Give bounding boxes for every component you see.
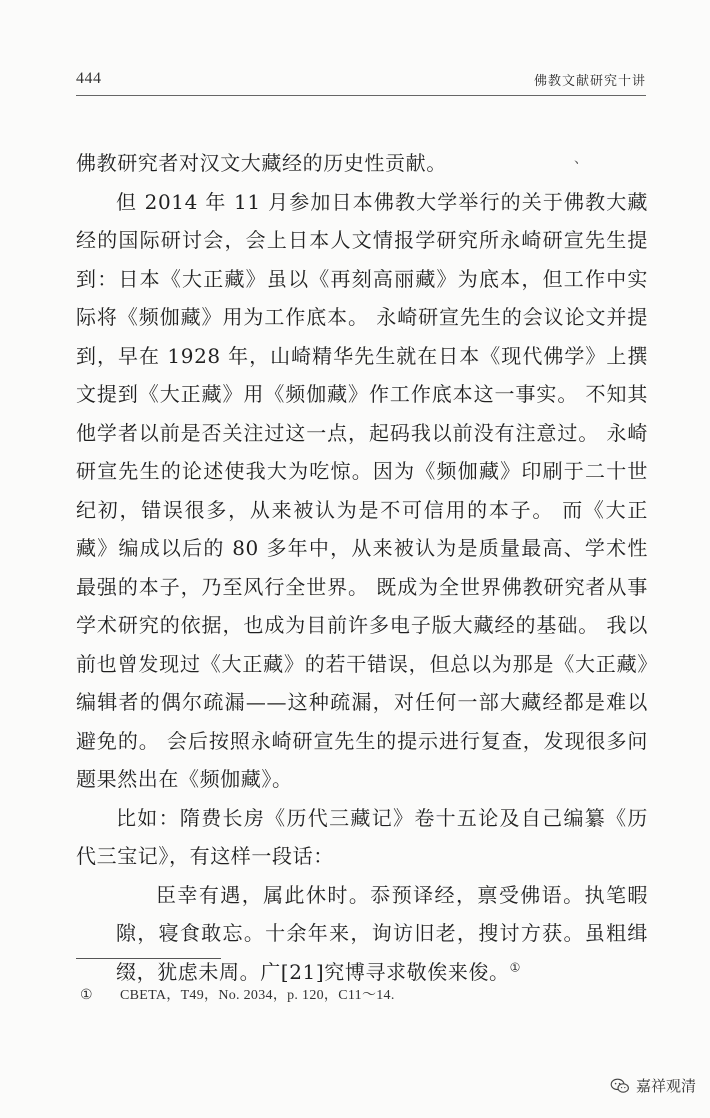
body-text [76, 144, 648, 991]
wechat-icon [610, 1078, 630, 1094]
paragraph-example: 比如：隋费长房《历代三藏记》卷十五论及自己编纂《历代三宝记》，有这样一段话： [76, 805, 648, 868]
page-header [76, 68, 646, 96]
stray-mark: 、 [574, 151, 588, 167]
page-number: 444 [76, 70, 102, 87]
header-rule [76, 95, 646, 96]
watermark [610, 1075, 696, 1096]
footnote-text: CBETA，T49，No. 2034，p. 120，C11～14. [120, 988, 395, 1003]
footnote-reference[interactable]: ① [509, 959, 522, 974]
paragraph-main: 但 2014 年 11 月参加日本佛教大学举行的关于佛教大藏经的国际研讨会，会上日本人文情报学研究所永崎研宣先生提到：日本《大正藏》虽以《再刻高丽藏》为底本，但工作中实际将《频伽藏》用为工作底本。 永崎研宣先生的会议论文并提到，早在 1928 年，山崎精华先生就在日本《现代佛学》上撰文提到《大正藏》用《频伽藏》作工作底本这一事实。 不知其他学者以前是否关注过这一点，起码我以前没有注意过。 永崎研宣先生的论述使我大为吃惊。因为《频伽藏》印刷于二十世纪初，错误很多，从来被认为是不可信用的本子。 而《大正藏》编成以后的 80 多年中，从来被认为是质量最高、学术性最强的本子，乃至风行全世界。 既成为全世界佛教研究者从事学术研究的依据，也成为目前许多电子版大藏经的基础。 我以前也曾发现过《大正藏》的若干错误，但总以为那是《大正藏》编辑者的偶尔疏漏——这种疏漏，对任何一部大藏经都是难以避免的。 会后按照永崎研宣先生的提示进行复查，发现很多问题果然出在《频伽藏》。 [76, 189, 648, 791]
paragraph-continuation: 佛教研究者对汉文大藏经的历史性贡献。 [76, 151, 447, 175]
footnote-rule [76, 958, 221, 959]
running-title: 佛教文献研究十讲 [533, 74, 646, 89]
block-quote [76, 876, 648, 992]
block-quote-text: 臣幸有遇，属此休时。忝预译经，禀受佛语。执笔暇隙，寝食敢忘。十余年来，询访旧老，搜讨方获。虽粗缉缀，犹虑未周。广[21]究博寻求敬俟来俊。 [116, 882, 648, 984]
footnote-marker: ① [80, 988, 93, 1003]
watermark-text: 嘉祥观清 [635, 1077, 696, 1095]
footnote [80, 984, 395, 1004]
